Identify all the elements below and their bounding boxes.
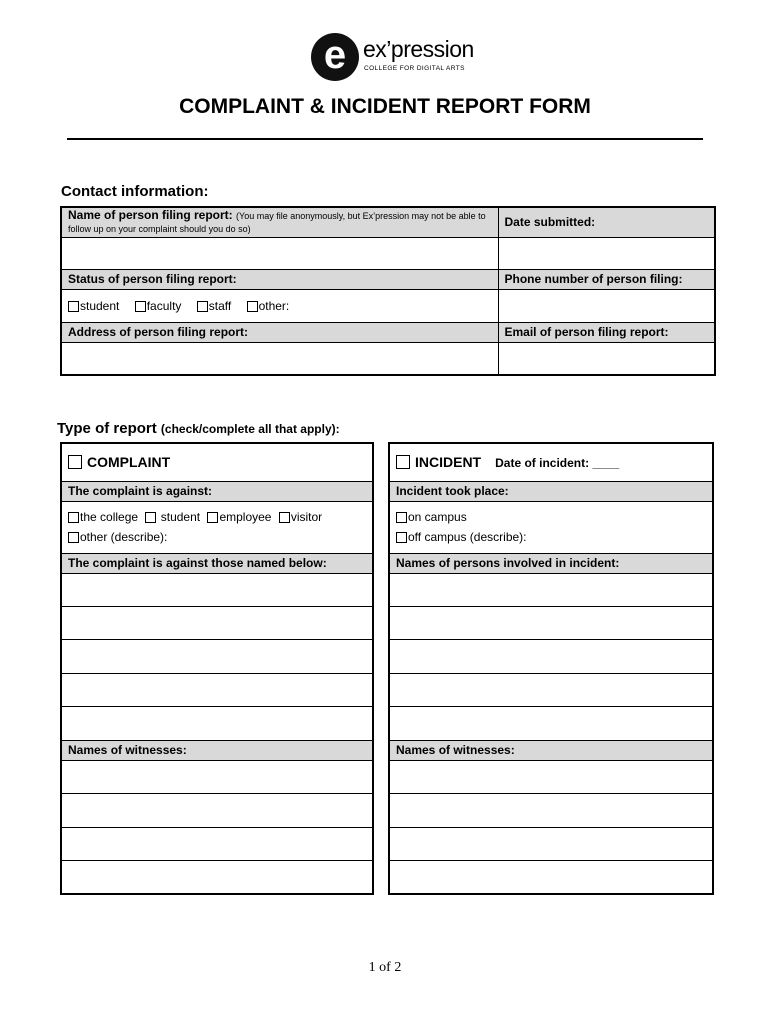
incident-person-row[interactable] bbox=[389, 606, 713, 639]
complaint-named-label: The complaint is against those named below: bbox=[61, 553, 373, 573]
checkbox-icon[interactable] bbox=[279, 512, 290, 523]
form-title: COMPLAINT & INCIDENT REPORT FORM bbox=[179, 95, 591, 118]
incident-witness-row[interactable] bbox=[389, 827, 713, 860]
complaint-witness-row[interactable] bbox=[61, 760, 373, 793]
complaint-witnesses-label: Names of witnesses: bbox=[61, 740, 373, 760]
complaint-witness-row[interactable] bbox=[61, 793, 373, 827]
checkbox-icon[interactable] bbox=[197, 301, 208, 312]
incident-person-row[interactable] bbox=[389, 573, 713, 606]
checkbox-icon[interactable] bbox=[145, 512, 156, 523]
checkbox-icon[interactable] bbox=[68, 532, 79, 543]
status-faculty-option[interactable]: faculty bbox=[135, 299, 182, 313]
status-staff-option[interactable]: staff bbox=[197, 299, 231, 313]
checkbox-icon[interactable] bbox=[396, 512, 407, 523]
name-label-cell bbox=[61, 207, 498, 237]
checkbox-icon[interactable] bbox=[247, 301, 258, 312]
date-submitted-field[interactable] bbox=[498, 237, 715, 269]
incident-header bbox=[389, 443, 713, 481]
report-type-sub: (check/complete all that apply): bbox=[160, 422, 340, 436]
incident-witnesses-label: Names of witnesses: bbox=[389, 740, 713, 760]
report-type-title: Type of report bbox=[57, 420, 157, 437]
logo-wordmark: ex’pression bbox=[363, 36, 474, 62]
complaint-named-row[interactable] bbox=[61, 606, 373, 639]
complaint-witness-row[interactable] bbox=[61, 860, 373, 894]
complaint-named-row[interactable] bbox=[61, 706, 373, 740]
incident-table bbox=[388, 442, 714, 895]
against-student-option[interactable]: student bbox=[145, 507, 200, 527]
incident-witness-row[interactable] bbox=[389, 860, 713, 894]
off-campus-option[interactable]: off campus (describe): bbox=[396, 527, 527, 547]
against-employee-option[interactable]: employee bbox=[207, 507, 271, 527]
phone-label: Phone number of person filing: bbox=[498, 269, 715, 289]
complaint-against-options bbox=[61, 501, 373, 553]
checkbox-icon[interactable] bbox=[207, 512, 218, 523]
incident-person-row[interactable] bbox=[389, 706, 713, 740]
logo-tagline: COLLEGE FOR DIGITAL ARTS bbox=[364, 65, 465, 72]
incident-checkbox-icon[interactable] bbox=[396, 455, 410, 469]
checkbox-icon[interactable] bbox=[135, 301, 146, 312]
complaint-title: COMPLAINT bbox=[87, 454, 171, 471]
contact-table bbox=[60, 206, 716, 376]
checkbox-icon[interactable] bbox=[396, 532, 407, 543]
email-field[interactable] bbox=[498, 342, 715, 375]
address-field[interactable] bbox=[61, 342, 498, 375]
checkbox-icon[interactable] bbox=[68, 512, 79, 523]
incident-person-row[interactable] bbox=[389, 673, 713, 706]
incident-place-label: Incident took place: bbox=[389, 481, 713, 501]
complaint-named-row[interactable] bbox=[61, 673, 373, 706]
phone-field[interactable] bbox=[498, 289, 715, 322]
email-label: Email of person filing report: bbox=[498, 322, 715, 342]
status-options bbox=[61, 289, 498, 322]
checkbox-icon[interactable] bbox=[68, 301, 79, 312]
incident-date-label[interactable]: Date of incident: ____ bbox=[495, 456, 620, 471]
against-other-option[interactable]: other (describe): bbox=[68, 527, 167, 547]
name-note: (You may file anonymously, but Ex’pression may not be able to follow up on your complaint should you do so) bbox=[68, 211, 486, 235]
address-label: Address of person filing report: bbox=[61, 322, 498, 342]
incident-persons-label: Names of persons involved in incident: bbox=[389, 553, 713, 573]
name-label: Name of person filing report: bbox=[68, 208, 233, 223]
page-number: 1 of 2 bbox=[368, 960, 402, 975]
complaint-witness-row[interactable] bbox=[61, 827, 373, 860]
complaint-named-row[interactable] bbox=[61, 573, 373, 606]
against-college-option[interactable]: the college bbox=[68, 507, 138, 527]
college-logo bbox=[311, 33, 474, 85]
title-divider bbox=[67, 138, 703, 140]
incident-title: INCIDENT bbox=[415, 454, 482, 471]
complaint-table bbox=[60, 442, 374, 895]
report-type-heading bbox=[57, 420, 340, 438]
logo-mark: e bbox=[311, 33, 359, 81]
status-student-option[interactable]: student bbox=[68, 299, 119, 313]
status-other-option[interactable]: other: bbox=[247, 299, 290, 313]
contact-heading: Contact information: bbox=[61, 183, 209, 200]
complaint-named-row[interactable] bbox=[61, 639, 373, 673]
complaint-against-label: The complaint is against: bbox=[61, 481, 373, 501]
status-label: Status of person filing report: bbox=[61, 269, 498, 289]
complaint-header bbox=[61, 443, 373, 481]
incident-witness-row[interactable] bbox=[389, 793, 713, 827]
name-field[interactable] bbox=[61, 237, 498, 269]
on-campus-option[interactable]: on campus bbox=[396, 507, 467, 527]
incident-person-row[interactable] bbox=[389, 639, 713, 673]
date-submitted-label: Date submitted: bbox=[498, 207, 715, 237]
incident-witness-row[interactable] bbox=[389, 760, 713, 793]
incident-place-options bbox=[389, 501, 713, 553]
against-visitor-option[interactable]: visitor bbox=[279, 507, 322, 527]
complaint-checkbox-icon[interactable] bbox=[68, 455, 82, 469]
